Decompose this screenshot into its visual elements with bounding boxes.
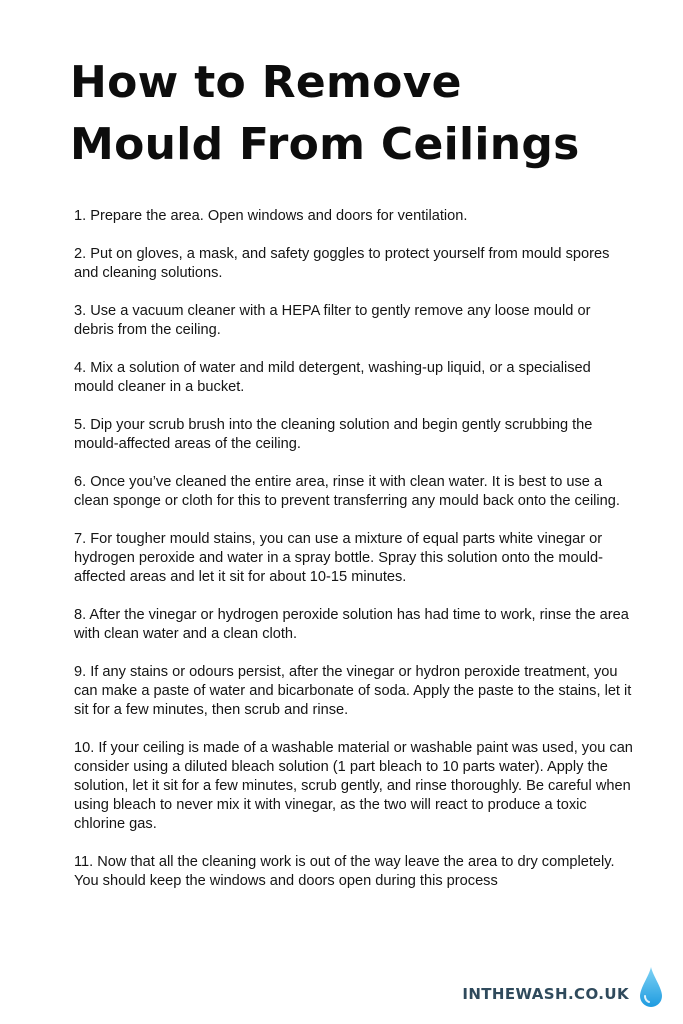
brand-logo-text: INTHEWASH.CO.UK	[462, 985, 629, 1003]
step-5: 5. Dip your scrub brush into the cleaning solution and begin gently scrubbing the mould-affected areas of the ceiling.	[74, 417, 593, 452]
step-6: 6. Once you’ve cleaned the entire area, rinse it with clean water. It is best to use a clean sponge or cloth for this to prevent transferring any mould back onto the ceiling.	[74, 474, 620, 509]
step-7: 7. For tougher mould stains, you can use a mixture of equal parts white vinegar or hydrogen peroxide and water in a spray bottle. Spray this solution onto the mould-affected areas and let it sit for about 10-15 minutes.	[74, 531, 603, 585]
step-1: 1. Prepare the area. Open windows and doors for ventilation.	[74, 208, 468, 224]
step-11: 11. Now that all the cleaning work is out of the way leave the area to dry completely. You should keep the windows and doors open during this process	[74, 854, 615, 889]
step-2: 2. Put on gloves, a mask, and safety goggles to protect yourself from mould spores and cleaning solutions.	[74, 246, 610, 281]
step-8: 8. After the vinegar or hydrogen peroxide solution has had time to work, rinse the area with clean water and a clean cloth.	[74, 607, 629, 642]
page-title	[70, 52, 650, 176]
step-9: 9. If any stains or odours persist, after the vinegar or hydron peroxide treatment, you can make a paste of water and bicarbonate of soda. Apply the paste to the stains, let it sit for a few minutes, then scrub and rinse.	[74, 664, 632, 718]
step-list	[74, 207, 634, 910]
step-10: 10. If your ceiling is made of a washable material or washable paint was used, you can consider using a diluted bleach solution (1 part bleach to 10 parts water). Apply the solution, let it sit for a few minutes, scrub gently, and rinse thoroughly. Be careful when using bleach to never mix it with vinegar, as the two will react to produce a toxic chlorine gas.	[74, 740, 633, 832]
step-3: 3. Use a vacuum cleaner with a HEPA filter to gently remove any loose mould or debris from the ceiling.	[74, 303, 591, 338]
step-4: 4. Mix a solution of water and mild detergent, washing-up liquid, or a specialised mould cleaner in a bucket.	[74, 360, 591, 395]
page-title-line-2: Mould From Ceilings	[70, 119, 580, 170]
page-title-line-1: How to Remove	[70, 57, 462, 108]
water-drop-icon	[639, 966, 663, 1008]
